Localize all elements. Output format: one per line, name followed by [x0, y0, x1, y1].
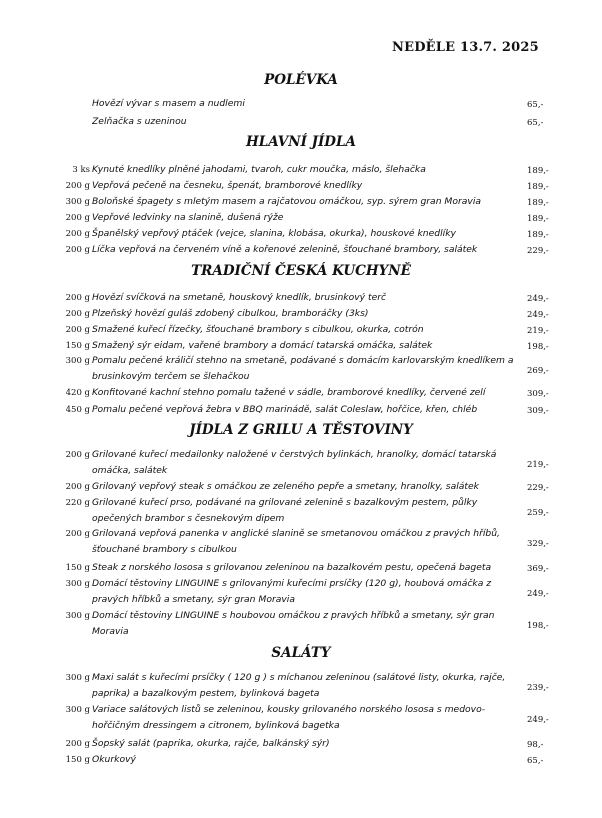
item-name: Zelňačka s uzeninou [92, 116, 187, 127]
item-name: Grilovaný vepřový steak s omáčkou ze zeleného pepře a smetany, hranolky, salátek [92, 481, 479, 492]
item-name: Líčka vepřová na červeném víně a kořenové zelenině, šťouchané brambory, salátek [92, 244, 478, 255]
menu-item [0, 338, 602, 354]
item-name: Smažený sýr eidam, vařené brambory a domácí tatarská omáčka, salátek [92, 340, 433, 351]
menu-item [0, 96, 602, 112]
item-name: Šopský salát (paprika, okurka, rajče, balkánský sýr) [92, 738, 330, 749]
item-weight: 200 g [65, 229, 90, 239]
item-weight: 200 g [65, 293, 90, 303]
menu-item [0, 526, 602, 557]
item-name: Domácí těstoviny LINGUINE s grilovanými kuřecími prsíčky (120 g), houbová omáčka z pravých hříbků a smetany, sýr gran Moravia [92, 578, 492, 605]
item-weight: 150 g [65, 563, 90, 573]
menu-item [0, 670, 602, 701]
item-name: Grilované kuřecí medailonky naložené v čerstvých bylinkách, hranolky, domácí tatarská omáčka, salátek [92, 449, 497, 476]
section-heading: HLAVNÍ JÍDLA [246, 134, 356, 150]
menu-item [0, 194, 602, 210]
item-name: Variace salátových listů se zeleninou, kousky grilovaného norského lososa s medovo-hořčičným dressingem a citronem, bylinková bagetka [92, 704, 486, 731]
item-price: 249,- [527, 589, 549, 599]
item-weight: 150 g [65, 341, 90, 351]
item-name: Boloňské špagety s mletým masem a rajčatovou omáčkou, syp. sýrem gran Moravia [92, 196, 482, 207]
item-price: 269,- [527, 366, 549, 376]
menu-item [0, 306, 602, 322]
item-price: 369,- [527, 564, 549, 574]
menu-item [0, 114, 602, 130]
item-price: 309,- [527, 389, 549, 399]
item-weight: 200 g [65, 325, 90, 335]
item-price: 189,- [527, 230, 549, 240]
item-weight: 300 g [65, 673, 90, 683]
item-price: 65,- [527, 756, 544, 766]
item-price: 65,- [527, 100, 544, 110]
item-weight: 300 g [65, 579, 90, 589]
item-weight: 300 g [65, 356, 90, 366]
menu-item [0, 322, 602, 338]
item-name: Plzeňský hovězí guláš zdobený cibulkou, bramboráčky (3ks) [92, 308, 369, 319]
item-weight: 300 g [65, 611, 90, 621]
item-name: Pomalu pečené vepřová žebra v BBQ marinádě, salát Coleslaw, hořčice, křen, chléb [92, 404, 478, 415]
section-heading: TRADIČNÍ ČESKÁ KUCHYNĚ [191, 263, 411, 279]
menu-item [0, 447, 602, 478]
item-price: 249,- [527, 310, 549, 320]
item-weight: 150 g [65, 755, 90, 765]
menu-item [0, 576, 602, 607]
item-name: Grilovaná vepřová panenka v anglické slanině se smetanovou omáčkou z pravých hříbů, šťouchané brambory s cibulkou [92, 528, 500, 555]
menu-item [0, 402, 602, 418]
item-name: Grilované kuřecí prso, podávané na grilované zelenině s bazalkovým pestem, půlky opečených brambor s česnekovým dipem [92, 497, 478, 524]
item-price: 229,- [527, 246, 549, 256]
item-weight: 450 g [65, 405, 90, 415]
item-name: Steak z norského lososa s grilovanou zeleninou na bazalkovém pestu, opečená bageta [92, 562, 492, 573]
item-price: 249,- [527, 715, 549, 725]
item-name: Vepřové ledvinky na slanině, dušená rýže [92, 212, 284, 223]
item-price: 198,- [527, 342, 549, 352]
menu-item [0, 353, 602, 384]
item-weight: 300 g [65, 197, 90, 207]
item-price: 219,- [527, 326, 549, 336]
menu-item [0, 752, 602, 768]
menu-item [0, 162, 602, 178]
item-price: 229,- [527, 483, 549, 493]
item-weight: 200 g [65, 482, 90, 492]
item-price: 219,- [527, 460, 549, 470]
item-price: 198,- [527, 621, 549, 631]
item-name: Konfitované kachní stehno pomalu tažené v sádle, bramborové knedlíky, červené zelí [92, 387, 486, 398]
item-price: 259,- [527, 508, 549, 518]
item-price: 249,- [527, 294, 549, 304]
item-weight: 220 g [65, 498, 90, 508]
section-heading: JÍDLA Z GRILU A TĚSTOVINY [189, 422, 413, 438]
item-weight: 420 g [65, 388, 90, 398]
menu-item [0, 560, 602, 576]
item-name: Španělský vepřový ptáček (vejce, slanina, klobása, okurka), houskové knedlíky [92, 228, 456, 239]
item-weight: 300 g [65, 705, 90, 715]
menu-item [0, 608, 602, 639]
item-weight: 3 ks [72, 165, 90, 175]
menu-item [0, 736, 602, 752]
item-name: Pomalu pečené králičí stehno na smetaně, podávané s domácím karlovarským knedlíkem a brusinkovým terčem se šlehačkou [92, 355, 514, 382]
item-price: 329,- [527, 539, 549, 549]
item-weight: 200 g [65, 245, 90, 255]
menu-item [0, 226, 602, 242]
item-price: 98,- [527, 740, 544, 750]
item-weight: 200 g [65, 529, 90, 539]
item-weight: 200 g [65, 450, 90, 460]
menu-date: NEDĚLE 13.7. 2025 [392, 40, 539, 55]
item-price: 239,- [527, 683, 549, 693]
menu-item [0, 495, 602, 526]
item-weight: 200 g [65, 213, 90, 223]
item-weight: 200 g [65, 739, 90, 749]
item-price: 65,- [527, 118, 544, 128]
item-price: 189,- [527, 198, 549, 208]
item-weight: 200 g [65, 181, 90, 191]
menu-item [0, 479, 602, 495]
item-name: Kynuté knedlíky plněné jahodami, tvaroh, cukr moučka, máslo, šlehačka [92, 164, 426, 175]
menu-item [0, 702, 602, 733]
menu-item [0, 210, 602, 226]
item-price: 189,- [527, 166, 549, 176]
item-price: 189,- [527, 214, 549, 224]
menu-item [0, 242, 602, 258]
section-heading: SALÁTY [271, 645, 331, 661]
item-weight: 200 g [65, 309, 90, 319]
item-name: Smažené kuřecí řízečky, šťouchané brambory s cibulkou, okurka, cotrón [92, 324, 424, 335]
item-price: 309,- [527, 406, 549, 416]
item-name: Okurkový [92, 754, 136, 765]
item-name: Vepřová pečeně na česneku, špenát, bramborové knedlíky [92, 180, 363, 191]
section-heading: POLÉVKA [264, 72, 338, 88]
menu-item [0, 290, 602, 306]
menu-item [0, 385, 602, 401]
menu-item [0, 178, 602, 194]
item-name: Hovězí svíčková na smetaně, houskový knedlík, brusinkový terč [92, 292, 387, 303]
item-price: 189,- [527, 182, 549, 192]
item-name: Maxi salát s kuřecími prsíčky ( 120 g ) s míchanou zeleninou (salátové listy, okurka, rajče, paprika) a bazalkovým pestem, bylinková bageta [92, 672, 506, 699]
item-name: Hovězí vývar s masem a nudlemi [92, 98, 245, 109]
item-name: Domácí těstoviny LINGUINE s houbovou omáčkou z pravých hříbků a smetany, sýr gran Moravia [92, 610, 495, 637]
